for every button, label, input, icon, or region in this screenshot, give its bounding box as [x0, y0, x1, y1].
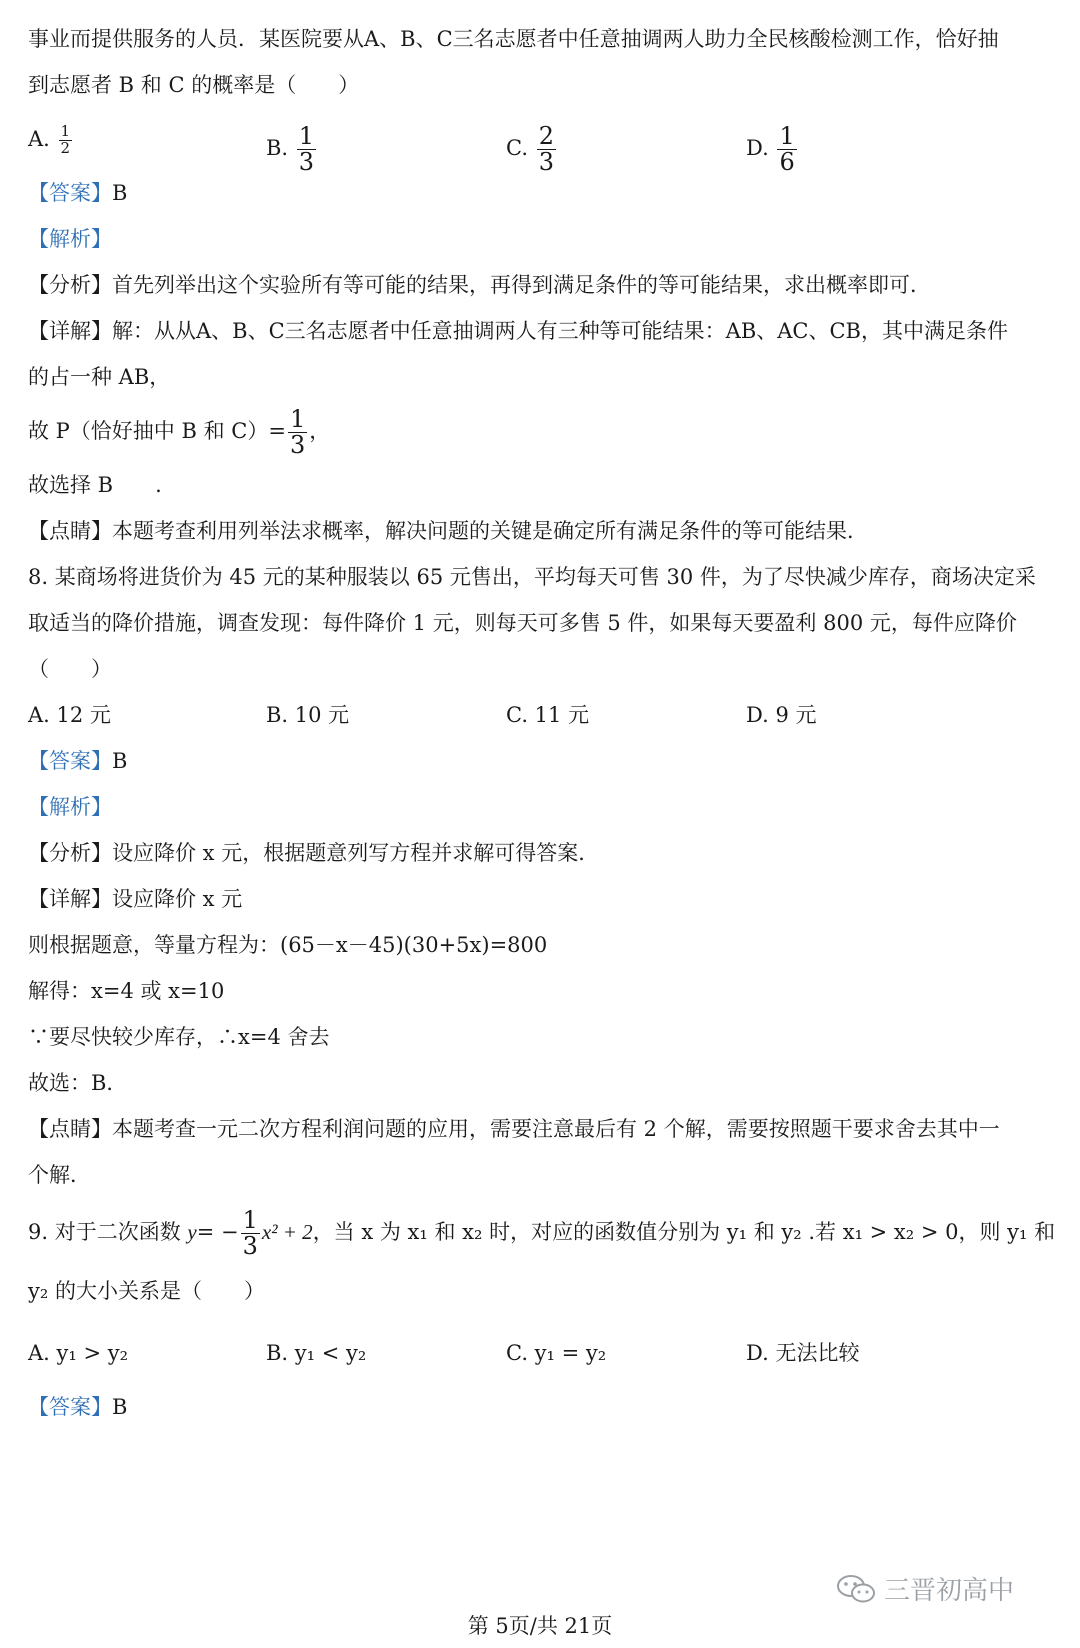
q7-detail-line1: 【详解】解：从从A、B、C三名志愿者中任意抽调两人有三种等可能结果：AB、AC、CB，其中满足条件 — [28, 319, 1008, 343]
q7-choose: 故选择 B . — [28, 473, 162, 497]
q7-fenxi: 【分析】首先列举出这个实验所有等可能的结果，再得到满足条件的等可能结果，求出概率即可． — [28, 273, 931, 297]
q8-option-a: A. 12 元 — [28, 703, 111, 727]
q8-stem-line2: 取适当的降价措施，调查发现：每件降价 1 元，则每天可多售 5 件，如果每天要盈利 800 元，每件应降价 — [28, 611, 1017, 635]
q7-dianjing: 【点睛】本题考查利用列举法求概率，解决问题的关键是确定所有满足条件的等可能结果． — [28, 519, 868, 543]
q8-analysis-heading: 【解析】 — [28, 795, 112, 819]
q7-stem-line2: 到志愿者 B 和 C 的概率是（ ） — [28, 73, 360, 97]
q9-option-a: A. y₁ > y₂ — [28, 1341, 129, 1365]
watermark — [836, 1570, 1014, 1607]
q8-answer: 【答案】B — [28, 749, 128, 773]
q7-option-d: D. $\frac{1}{6}$ — [746, 122, 795, 177]
q8-option-c: C. 11 元 — [506, 703, 590, 727]
wechat-icon — [836, 1574, 876, 1604]
q8-detail: 【详解】设应降价 x 元 — [28, 887, 243, 911]
q9-answer: 【答案】B — [28, 1395, 128, 1419]
q9-option-b: B. y₁ < y₂ — [266, 1341, 367, 1365]
q8-stem-line3: （ ） — [28, 657, 112, 681]
q7-option-c: C. $\frac{2}{3}$ — [506, 122, 554, 177]
q9-option-c: C. y₁ = y₂ — [506, 1341, 607, 1365]
q8-option-d: D. 9 元 — [746, 703, 817, 727]
q7-answer: 【答案】B — [28, 181, 128, 205]
q8-option-b: B. 10 元 — [266, 703, 350, 727]
q8-dianjing-line1: 【点睛】本题考查一元二次方程利润问题的应用，需要注意最后有 2 个解，需要按照题干要求舍去其中一 — [28, 1117, 1000, 1141]
page-footer: 第 5页/共 21页 — [467, 1614, 613, 1638]
q8-dianjing-line2: 个解． — [28, 1163, 91, 1187]
q7-option-a: A. $\frac{1}{2}$ — [28, 122, 71, 157]
q8-choose: 故选：B． — [28, 1071, 128, 1095]
q8-stem-line1: 8. 某商场将进货价为 45 元的某种服装以 65 元售出，平均每天可售 30 件，为了尽快减少库存，商场决定采 — [28, 565, 1036, 589]
q7-probability: 故 P（恰好抽中 B 和 C）= $\frac{1}{3}$ ， — [28, 404, 331, 459]
q7-option-b: B. $\frac{1}{3}$ — [266, 122, 315, 177]
q7-analysis-heading: 【解析】 — [28, 227, 112, 251]
q7-detail-line2: 的占一种 AB， — [28, 365, 171, 389]
q8-solution: 解得：x=4 或 x=10 — [28, 979, 225, 1003]
q8-fenxi: 【分析】设应降价 x 元，根据题意列写方程并求解可得答案． — [28, 841, 600, 865]
q8-equation: 则根据题意，等量方程为：(65－x－45)(30+5x)=800 — [28, 933, 548, 957]
q9-stem-line2: y₂ 的大小关系是（ ） — [28, 1279, 265, 1303]
q9-option-d: D. 无法比较 — [746, 1341, 860, 1365]
watermark-text: 三晋初高中 — [883, 1576, 1014, 1606]
q8-because: ∵要尽快较少库存，∴x=4 舍去 — [28, 1025, 330, 1049]
q7-stem-line1: 事业而提供服务的人员．某医院要从A、B、C三名志愿者中任意抽调两人助力全民核酸检测工作，恰好抽 — [28, 27, 999, 51]
q9-stem-line1: 9. 对于二次函数 y= − $\frac{1}{3}$ x² + 2，当 x 为 x₁ 和 x₂ 时，对应的函数值分别为 y₁ 和 y₂ .若 x₁ > x₂ > 0，则 y₁ 和 — [28, 1205, 1056, 1260]
